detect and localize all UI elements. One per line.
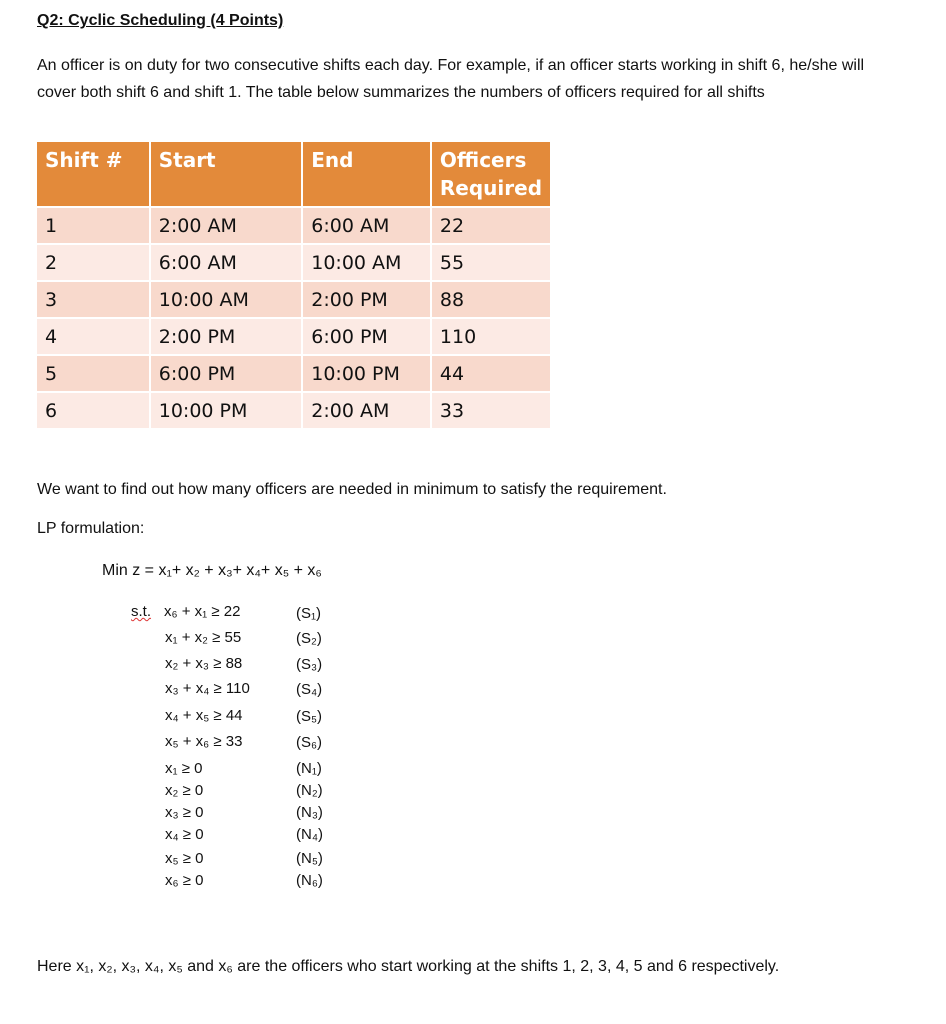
st-label: s.t.	[131, 603, 152, 620]
constraint-label: (S₂)	[296, 630, 322, 647]
table-row	[37, 392, 550, 428]
constraint-label: (N₅)	[296, 850, 323, 867]
constraint-expr: x₂ ≥ 0	[165, 782, 204, 799]
constraint-label: (S₆)	[296, 734, 323, 751]
cell-start: 10:00 AM	[150, 281, 303, 318]
cell-start: 6:00 AM	[150, 244, 303, 281]
table-header-row	[37, 142, 550, 207]
footer-note: Here x₁, x₂, x₃, x₄, x₅ and x₆ are the officers who start working at the shifts 1, 2, 3, 4, 5 and 6 respectively.	[37, 958, 780, 975]
cell-shift: 2	[37, 244, 150, 281]
constraint-expr: x₁ + x₂ ≥ 55	[165, 629, 242, 646]
question-text: We want to find out how many officers are needed in minimum to satisfy the requirement.	[37, 481, 667, 498]
cell-shift: 1	[37, 207, 150, 244]
constraint-expr: x₅ + x₆ ≥ 33	[165, 733, 243, 750]
cell-shift: 4	[37, 318, 150, 355]
constraint-expr: x₄ ≥ 0	[165, 826, 204, 843]
constraint-label: (S₄)	[296, 681, 323, 698]
lp-heading: LP formulation:	[37, 520, 145, 537]
constraint-label: (S₃)	[296, 656, 323, 673]
cell-end: 2:00 PM	[302, 281, 431, 318]
cell-start: 6:00 PM	[150, 355, 303, 392]
objective-function: Min z = x₁+ x₂ + x₃+ x₄+ x₅ + x₆	[102, 562, 322, 579]
cell-required: 88	[431, 281, 550, 318]
table-row	[37, 281, 550, 318]
cell-end: 10:00 PM	[302, 355, 431, 392]
constraint-expr: x₃ + x₄ ≥ 110	[165, 680, 250, 697]
header-officers-required: Officers Required	[431, 142, 550, 207]
cell-required: 55	[431, 244, 550, 281]
header-start: Start	[150, 142, 303, 207]
cell-required: 44	[431, 355, 550, 392]
constraint-label: (N₂)	[296, 782, 323, 799]
cell-shift: 5	[37, 355, 150, 392]
cell-required: 33	[431, 392, 550, 428]
cell-start: 2:00 AM	[150, 207, 303, 244]
constraint-expr: x₁ ≥ 0	[165, 760, 203, 777]
constraint-expr: x₄ + x₅ ≥ 44	[165, 707, 243, 724]
constraint-expr: x₃ ≥ 0	[165, 804, 204, 821]
shift-table	[37, 142, 550, 428]
header-shift: Shift #	[37, 142, 150, 207]
header-end: End	[302, 142, 431, 207]
constraint-label: (S₁)	[296, 605, 322, 622]
constraint-label: (N₄)	[296, 826, 323, 843]
constraint-label: (S₅)	[296, 708, 323, 725]
intro-paragraph: An officer is on duty for two consecutive shifts each day. For example, if an officer starts working in shift 6, he/she will cover both shift 6 and shift 1. The table below summarizes the numbers of officers required for all shifts	[37, 57, 865, 101]
question-title: Q2: Cyclic Scheduling (4 Points)	[37, 12, 284, 29]
constraint-expr: x₂ + x₃ ≥ 88	[165, 655, 243, 672]
cell-shift: 3	[37, 281, 150, 318]
cell-start: 2:00 PM	[150, 318, 303, 355]
table-row	[37, 244, 550, 281]
table-row	[37, 318, 550, 355]
constraint-label: (N₁)	[296, 760, 322, 777]
cell-shift: 6	[37, 392, 150, 428]
cell-end: 6:00 PM	[302, 318, 431, 355]
table-row	[37, 355, 550, 392]
constraint-label: (N₆)	[296, 872, 323, 889]
cell-end: 6:00 AM	[302, 207, 431, 244]
cell-required: 22	[431, 207, 550, 244]
cell-start: 10:00 PM	[150, 392, 303, 428]
constraint-expr: x₅ ≥ 0	[165, 850, 204, 867]
table-row	[37, 207, 550, 244]
cell-end: 10:00 AM	[302, 244, 431, 281]
constraint-expr: x₆ + x₁ ≥ 22	[164, 603, 241, 620]
constraint-expr: x₆ ≥ 0	[165, 872, 204, 889]
constraint-label: (N₃)	[296, 804, 323, 821]
cell-required: 110	[431, 318, 550, 355]
cell-end: 2:00 AM	[302, 392, 431, 428]
